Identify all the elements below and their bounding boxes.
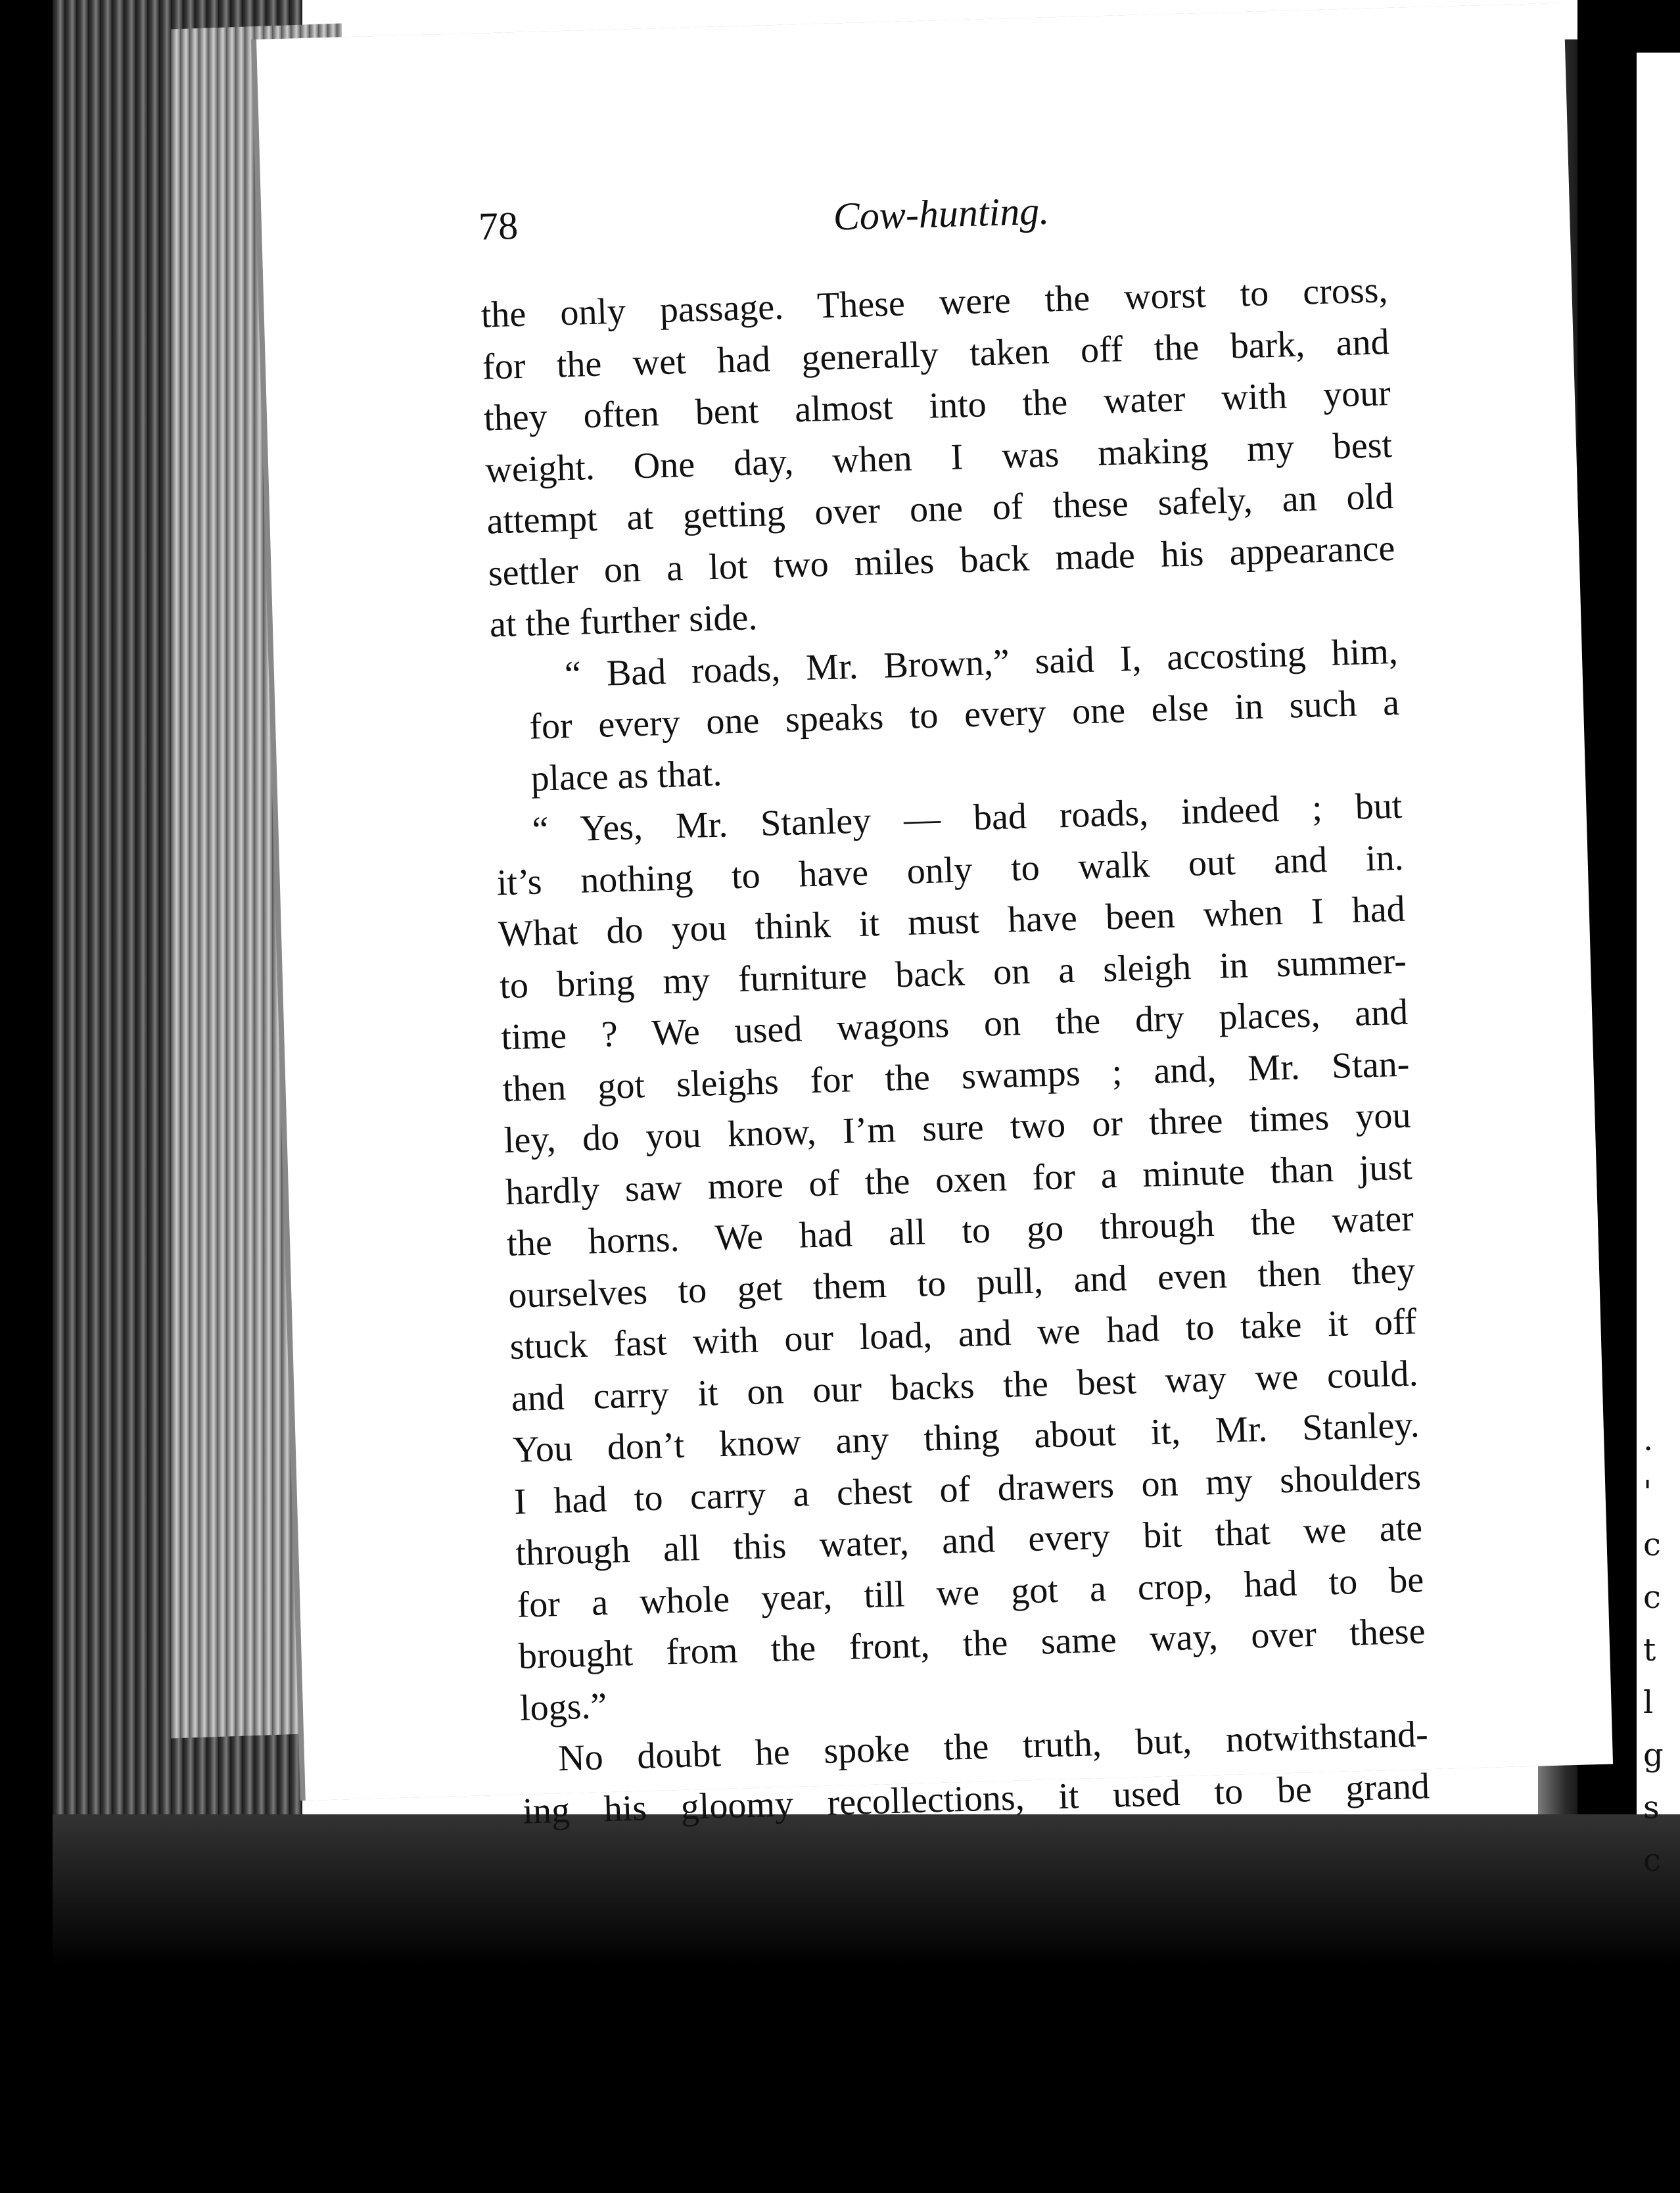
text-line: “ Yes, Mr. Stanley — bad roads, indeed ; but: [531, 785, 1403, 851]
page-number: 78: [478, 204, 519, 248]
scan-border-left: [0, 0, 59, 2193]
page-header: [478, 174, 1583, 270]
text-line: settler on a lot two miles back made his appearance: [487, 527, 1396, 594]
text-line: time ? We used wagons on the dry places, and: [500, 991, 1409, 1058]
paragraph: [490, 625, 1401, 805]
margin-glyph: t: [1643, 1632, 1656, 1668]
text-line: through all this water, and every bit that we ate: [515, 1507, 1423, 1574]
running-title: Cow-hunting.: [832, 189, 1050, 239]
text-line: “ Bad roads, Mr. Brown,” said I, accosting him,: [564, 630, 1399, 695]
text-line: I had to carry a chest of drawers on my shoulders: [513, 1455, 1422, 1522]
paragraph: [495, 780, 1428, 1734]
text-line: for every one speaks to every one else in such a: [528, 682, 1400, 747]
text-line: You don’t know any thing about it, Mr. Stanley.: [512, 1404, 1420, 1471]
paragraph: [480, 264, 1397, 651]
text-line: the horns. We had all to go through the water: [506, 1198, 1414, 1265]
margin-glyph: s: [1643, 1789, 1660, 1826]
text-line: the only passage. These were the worst to cross,: [480, 270, 1389, 336]
text-line: logs.”: [519, 1685, 608, 1729]
text-line: then got sleighs for the swamps ; and, Mr. Stan-: [502, 1043, 1411, 1110]
text-line: hardly saw more of the oxen for a minute than just: [505, 1146, 1413, 1213]
body-text: [480, 264, 1430, 1837]
text-line: to bring my furniture back on a sleigh in summer-: [499, 940, 1407, 1006]
text-line: No doubt he spoke the truth, but, notwithstand-: [557, 1714, 1429, 1780]
text-line: and carry it on our backs the best way we could.: [511, 1352, 1419, 1419]
margin-glyph: ': [1643, 1474, 1652, 1511]
text-line: attempt at getting over one of these safely, an old: [486, 475, 1394, 542]
text-line: at the further side.: [489, 597, 758, 646]
text-line: ley, do you know, I’m sure two or three times you: [503, 1095, 1412, 1162]
text-line: ing his gloomy recollections, it used to be grand: [522, 1765, 1430, 1832]
text-line: What do you think it must have been when I had: [498, 888, 1406, 955]
text-line: place as that.: [530, 753, 723, 799]
book-page: [256, 3, 1613, 1832]
text-line: stuck fast with our load, and we had to take it off: [509, 1301, 1418, 1367]
text-line: weight. One day, when I was making my best: [484, 424, 1393, 491]
margin-glyph: c: [1643, 1526, 1661, 1563]
margin-glyph: c: [1643, 1842, 1661, 1879]
text-line: brought from the front, the same way, over these: [517, 1611, 1426, 1677]
text-line: for a whole year, till we got a crop, had to be: [516, 1559, 1424, 1626]
margin-glyph: l: [1643, 1684, 1654, 1721]
scan-border-bottom: [53, 1814, 1680, 2193]
text-line: it’s nothing to have only to walk out and in.: [496, 837, 1405, 903]
margin-glyph: c: [1643, 1579, 1661, 1616]
margin-glyph: .: [1643, 1421, 1654, 1458]
margin-glyph: g: [1643, 1737, 1664, 1774]
text-line: they often bent almost into the water with your: [483, 373, 1391, 439]
text-line: for the wet had generally taken off the bark, and: [482, 321, 1390, 388]
text-line: ourselves to get them to pull, and even then they: [507, 1250, 1416, 1316]
facing-page-fragments: [1643, 1413, 1680, 1887]
